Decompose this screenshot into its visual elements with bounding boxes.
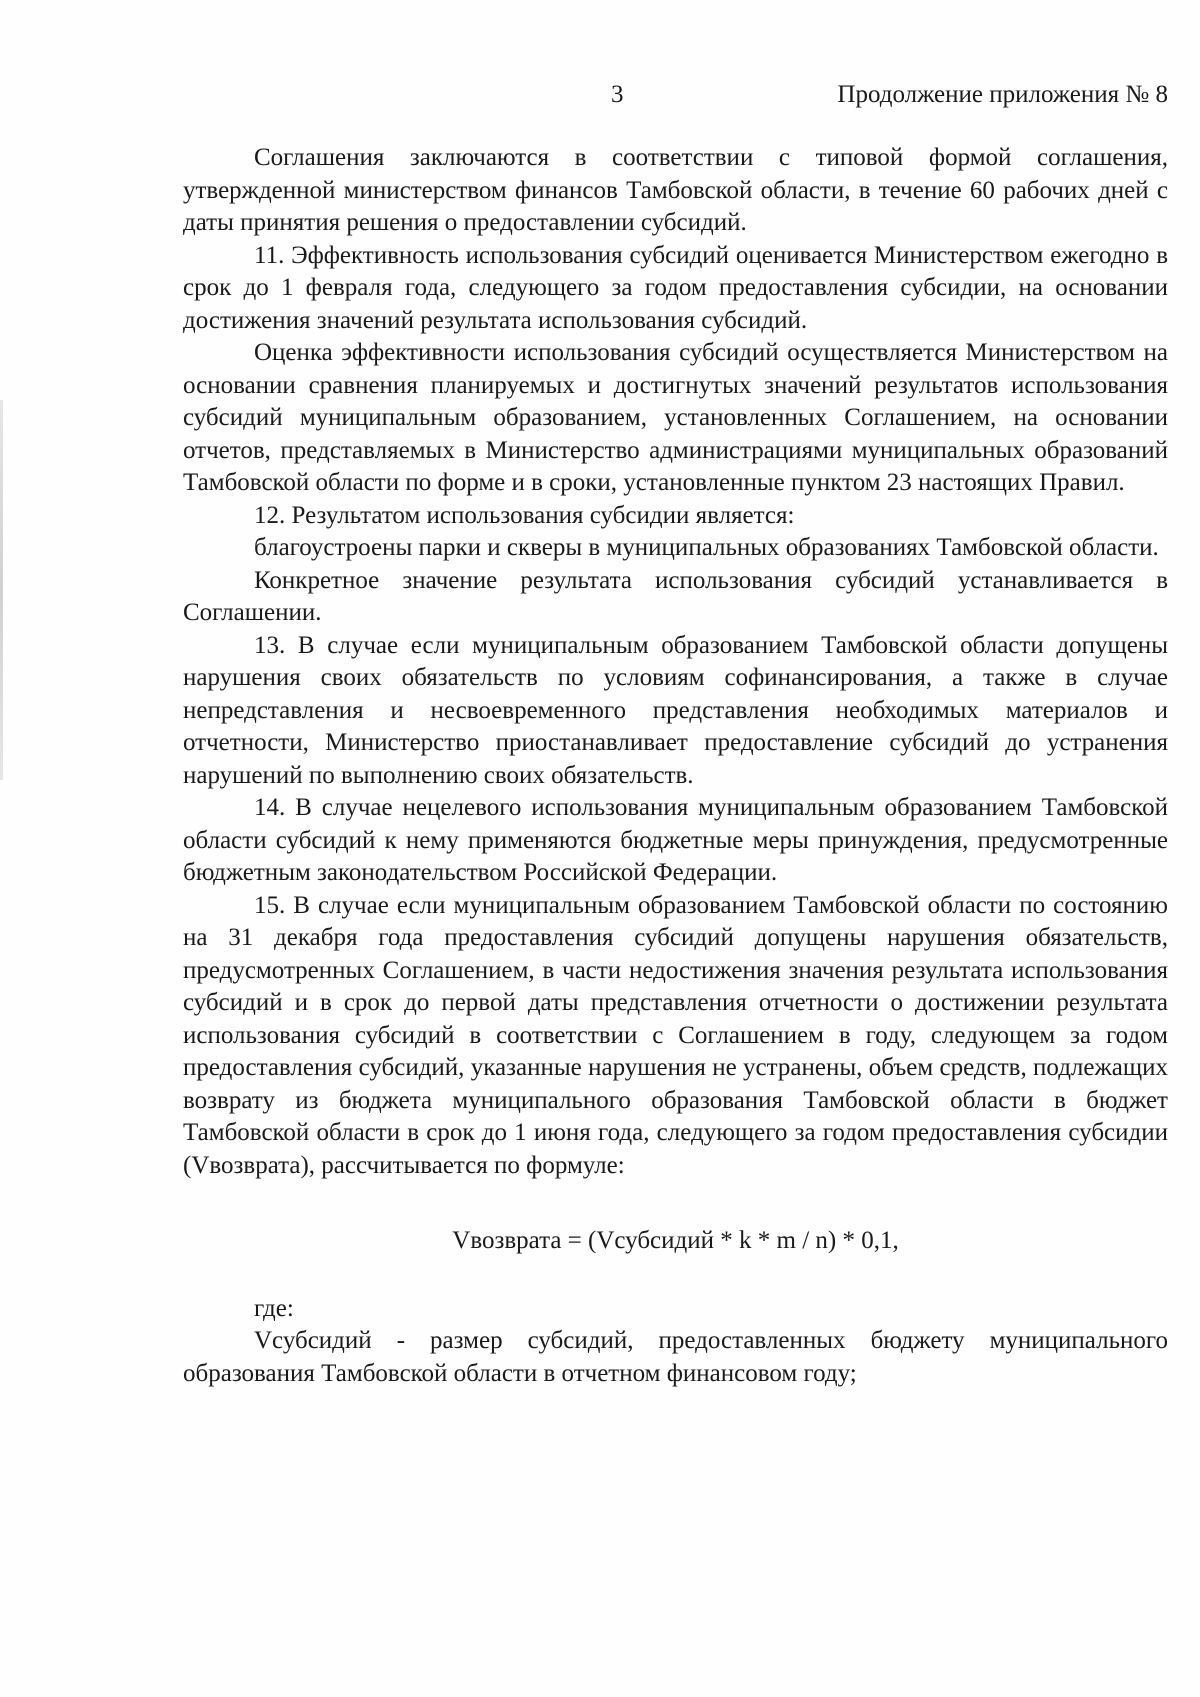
paragraph-evaluation: Оценка эффективности использования субсидий осуществляется Министерством на основании сравнения планируемых и достигнутых значений результатов использования субсидий муниципальным образованием, установленных Соглашением, на основании отчетов, представляемых в Министерство администрациями муниципальных образований Тамбовской области по форме и в сроки, установленные пунктом 23 настоящих Правил. <box>183 339 1168 496</box>
page-header <box>183 77 1168 113</box>
paragraph-11: 11. Эффективность использования субсидий оценивается Министерством ежегодно в срок до 1 февраля года, следующего за годом предоставления субсидии, на основании достижения значений результата использования субсидий. <box>183 241 1168 334</box>
return-formula: Vвозврата = (Vсубсидий * k * m / n) * 0,1, <box>452 1227 899 1254</box>
appendix-caption: Продолжение приложения № 8 <box>837 81 1168 108</box>
paragraph-result-parks: благоустроены парки и скверы в муниципальных образованиях Тамбовской области. <box>254 534 1159 561</box>
paragraph-14: 14. В случае нецелевого использования муниципальным образованием Тамбовской области субсидий к нему применяются бюджетные меры принуждения, предусмотренные бюджетным законодательством Российской Федерации. <box>183 794 1168 886</box>
document-body <box>183 142 1168 1390</box>
paragraph-15: 15. В случае если муниципальным образованием Тамбовской области по состоянию на 31 декабря года предоставления субсидий допущены нарушения обязательств, предусмотренных Соглашением, в части недостижения значения результата использования субсидий и в срок до первой даты представления отчетности о достижении результата использования субсидий в соответствии с Соглашением в году, следующем за годом предоставления субсидий, указанные нарушения не устранены, объем средств, подлежащих возврату из бюджета муниципального образования Тамбовской области в бюджет Тамбовской области в срок до 1 июня года, следующего за годом предоставления субсидии (Vвозврата), рассчитывается по формуле: <box>183 891 1168 1179</box>
paragraph-result-value: Конкретное значение результата использования субсидий устанавливается в Соглашении. <box>183 566 1168 626</box>
where-label: где: <box>254 1294 294 1322</box>
page-number: 3 <box>611 81 624 108</box>
scan-edge-shadow <box>0 400 3 780</box>
paragraph-12: 12. Результатом использования субсидии является: <box>254 501 795 529</box>
paragraph-continuation: Соглашения заключаются в соответствии с типовой формой соглашения, утвержденной министерством финансов Тамбовской области, в течение 60 рабочих дней с даты принятия решения о предоставлении субсидий. <box>183 144 1168 236</box>
definition-vsubsidy: Vсубсидий - размер субсидий, предоставленных бюджету муниципального образования Тамбовской области в отчетном финансовом году; <box>183 1327 1168 1387</box>
paragraph-13: 13. В случае если муниципальным образованием Тамбовской области допущены нарушения своих обязательств по условиям софинансирования, а также в случае непредставления и несвоевременного представления необходимых материалов и отчетности, Министерство приостанавливает предоставление субсидий до устранения нарушений по выполнению своих обязательств. <box>183 631 1168 789</box>
